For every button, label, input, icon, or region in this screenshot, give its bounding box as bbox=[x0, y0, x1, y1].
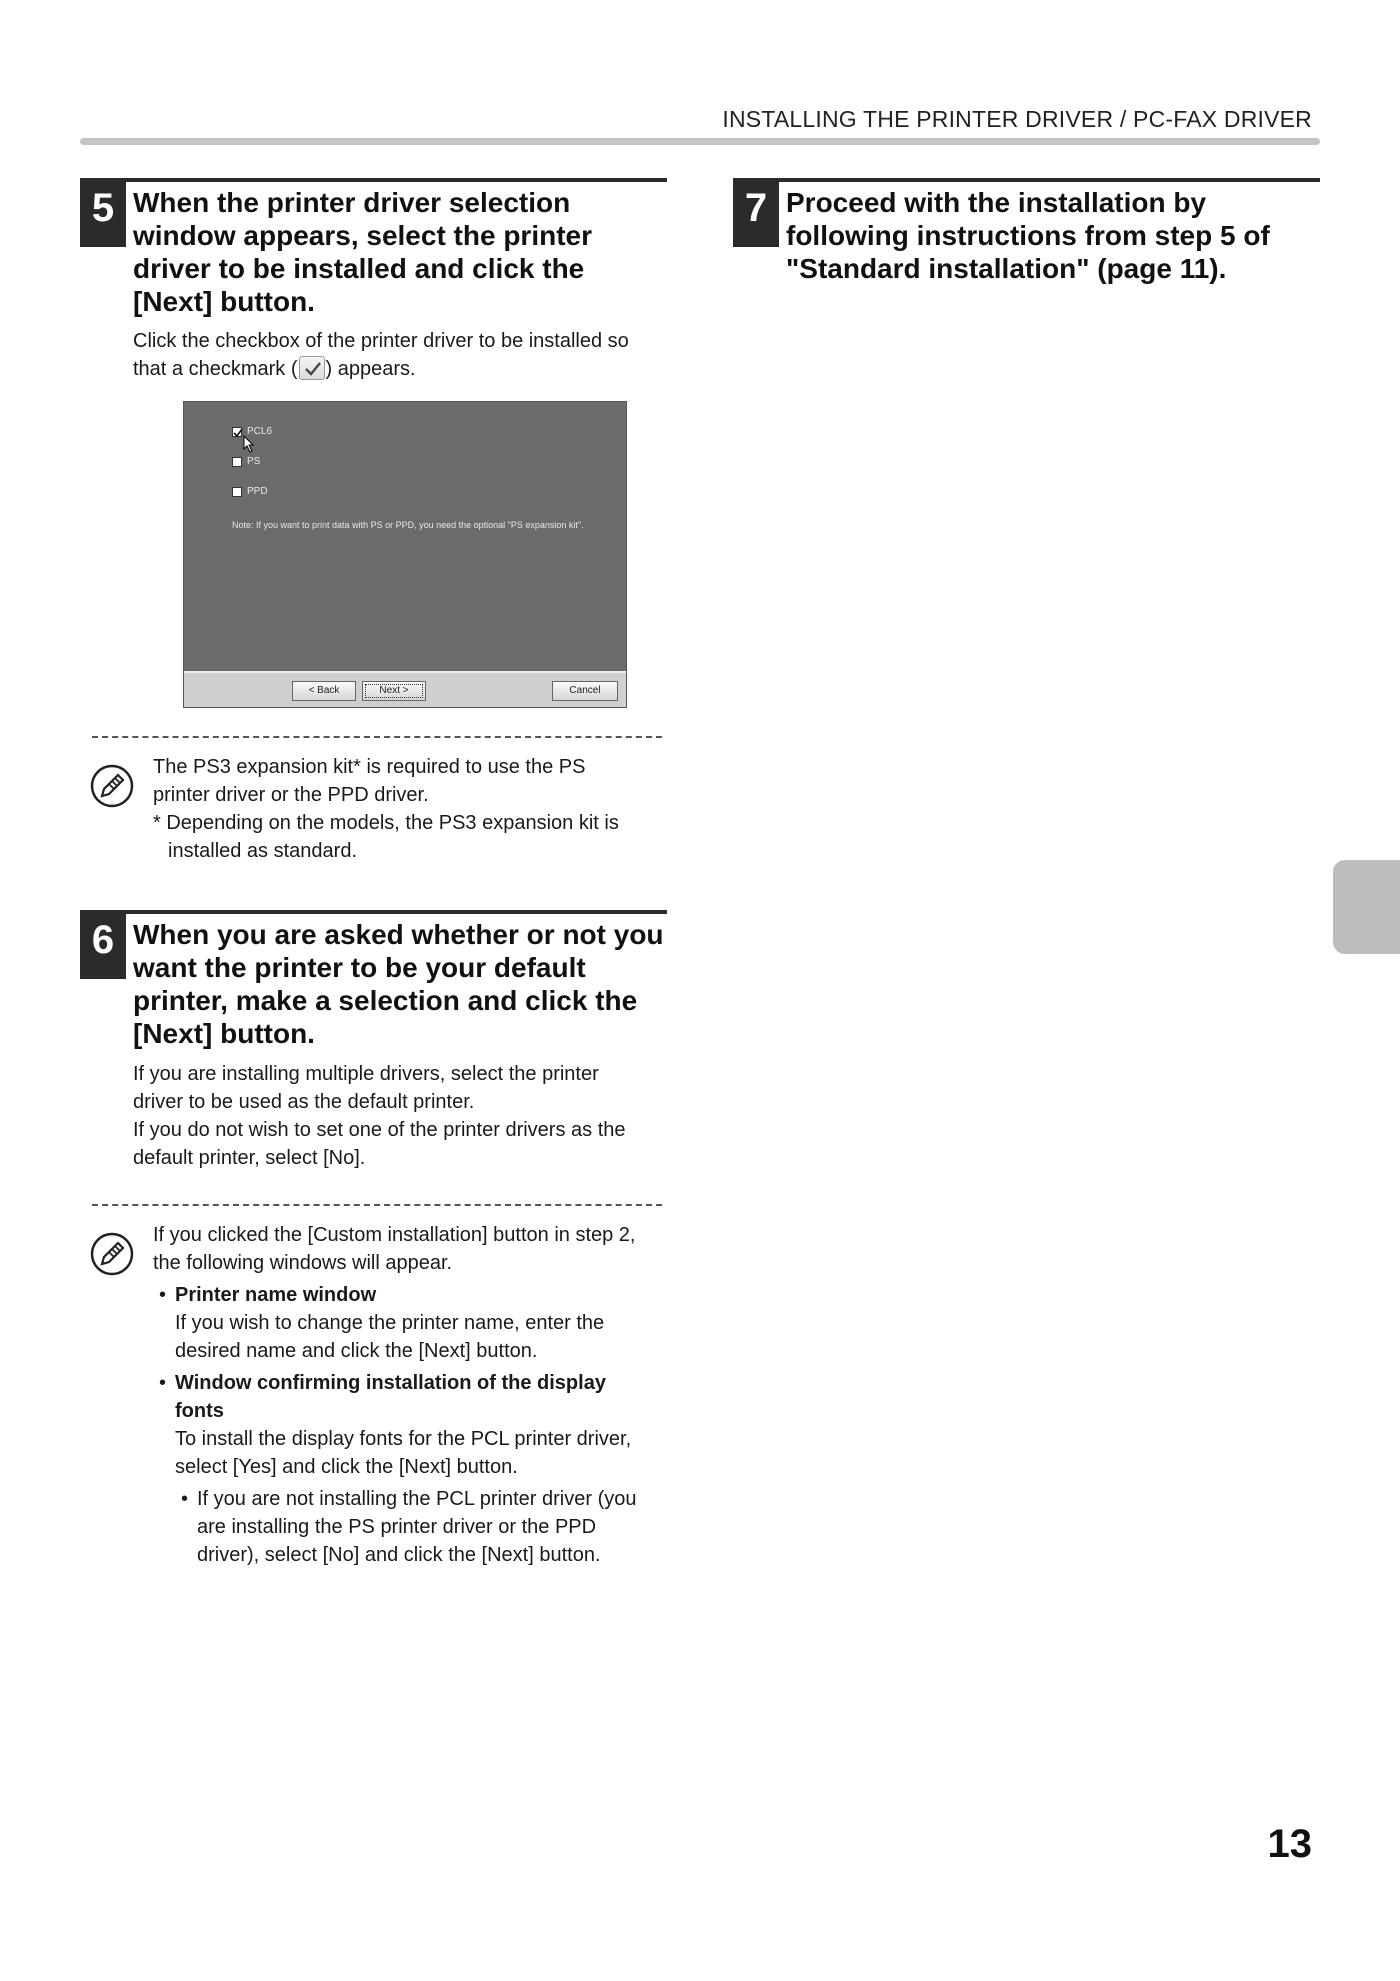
step-6-title-line: printer, make a selection and click the bbox=[133, 985, 638, 1016]
cancel-button[interactable]: Cancel bbox=[552, 681, 618, 701]
step-5-title-line: driver to be installed and click the bbox=[133, 253, 585, 284]
step-5-title-line: When the printer driver selection bbox=[133, 187, 571, 218]
note-bullet bbox=[153, 1281, 673, 1365]
note-line: If you clicked the [Custom installation] button in step 2, bbox=[153, 1224, 636, 1246]
dialog-option-ps[interactable] bbox=[232, 456, 260, 467]
note-line: the following windows will appear. bbox=[153, 1252, 453, 1274]
step-5-body-line bbox=[133, 355, 673, 383]
note-line: The PS3 expansion kit* is required to use the PS bbox=[153, 756, 586, 778]
note-line: printer driver or the PPD driver. bbox=[153, 784, 429, 806]
dialog-option-label: PCL6 bbox=[247, 426, 273, 437]
note-line: are installing the PS printer driver or the PPD bbox=[197, 1516, 597, 1538]
checkbox-checked[interactable] bbox=[232, 427, 242, 437]
step-6-title-line: [Next] button. bbox=[133, 1018, 315, 1049]
step-6-title-line: When you are asked whether or not you bbox=[133, 919, 664, 950]
step-6-rule bbox=[80, 910, 667, 914]
step-7-number: 7 bbox=[733, 178, 779, 247]
step-7-title bbox=[786, 186, 1270, 285]
back-button[interactable]: < Back bbox=[292, 681, 356, 701]
note-1 bbox=[153, 753, 673, 865]
step-7-rule bbox=[733, 178, 1320, 182]
note-line: driver), select [No] and click the [Next] button. bbox=[197, 1544, 601, 1566]
note-line: * Depending on the models, the PS3 expansion kit is bbox=[153, 812, 619, 834]
dashed-divider bbox=[92, 1204, 662, 1206]
step-5-body-line: Click the checkbox of the printer driver to be installed so bbox=[133, 330, 629, 352]
step-5-body bbox=[133, 327, 673, 383]
note-2 bbox=[153, 1221, 673, 1569]
note-line: To install the display fonts for the PCL printer driver, bbox=[175, 1428, 632, 1450]
step-5-rule bbox=[80, 178, 667, 182]
step-5-title-line: [Next] button. bbox=[133, 286, 315, 317]
dialog-option-label: PPD bbox=[247, 486, 268, 497]
step-7-title-line: Proceed with the installation by bbox=[786, 187, 1207, 218]
step-6-body-line: If you are installing multiple drivers, select the printer bbox=[133, 1063, 599, 1085]
step-5-body-text: that a checkmark ( bbox=[133, 358, 298, 380]
bullet-dot: • bbox=[159, 1372, 167, 1394]
note-line: installed as standard. bbox=[168, 840, 358, 862]
note-sub-bullet bbox=[175, 1485, 673, 1569]
step-5-body-text: ) appears. bbox=[325, 358, 416, 380]
dialog-button-bar bbox=[184, 671, 626, 707]
step-5-title bbox=[133, 186, 592, 318]
dialog-option-label: PS bbox=[247, 456, 261, 467]
step-6-body-line: If you do not wish to set one of the printer drivers as the bbox=[133, 1119, 626, 1141]
step-6-title bbox=[133, 918, 664, 1050]
bullet-dot: • bbox=[181, 1488, 189, 1510]
checkbox-unchecked[interactable] bbox=[232, 457, 242, 467]
step-5-number: 5 bbox=[80, 178, 126, 247]
next-button[interactable]: Next > bbox=[362, 681, 426, 701]
note-line: If you wish to change the printer name, enter the bbox=[175, 1312, 605, 1334]
note-line: If you are not installing the PCL printer driver (you bbox=[197, 1488, 637, 1510]
step-6-body bbox=[133, 1060, 673, 1172]
step-7 bbox=[733, 178, 1320, 298]
running-header: INSTALLING THE PRINTER DRIVER / PC-FAX DRIVER bbox=[722, 106, 1312, 132]
step-6 bbox=[80, 910, 667, 1070]
step-6-body-line: default printer, select [No]. bbox=[133, 1147, 366, 1169]
note-bullet bbox=[153, 1369, 673, 1569]
page-number: 13 bbox=[1267, 1822, 1312, 1866]
chapter-side-tab bbox=[1333, 860, 1400, 954]
step-5-title-line: window appears, select the printer bbox=[133, 220, 593, 251]
checkbox-unchecked[interactable] bbox=[232, 487, 242, 497]
note-line: select [Yes] and click the [Next] button. bbox=[175, 1456, 518, 1478]
dialog-option-ppd[interactable] bbox=[232, 486, 268, 497]
checkmark-icon bbox=[299, 356, 325, 380]
note-pencil-icon bbox=[90, 1232, 134, 1276]
step-7-title-line: "Standard installation" (page 11). bbox=[786, 253, 1227, 284]
step-6-title-line: want the printer to be your default bbox=[133, 952, 586, 983]
dashed-divider bbox=[92, 736, 662, 738]
note-pencil-icon bbox=[90, 764, 134, 808]
step-6-body-line: driver to be used as the default printer. bbox=[133, 1091, 475, 1113]
bullet-dot: • bbox=[159, 1284, 167, 1306]
driver-selection-dialog bbox=[183, 401, 627, 708]
step-7-title-line: following instructions from step 5 of bbox=[786, 220, 1270, 251]
step-6-number: 6 bbox=[80, 910, 126, 979]
header-rule bbox=[80, 138, 1320, 145]
note-bullet-title: fonts bbox=[175, 1400, 224, 1422]
note-bullet-title: Window confirming installation of the display bbox=[175, 1372, 606, 1394]
note-line: desired name and click the [Next] button. bbox=[175, 1340, 538, 1362]
dialog-note: Note: If you want to print data with PS or PPD, you need the optional "PS expansion kit". bbox=[232, 520, 584, 530]
note-bullet-title: Printer name window bbox=[175, 1284, 377, 1306]
mouse-cursor-icon bbox=[243, 435, 255, 453]
